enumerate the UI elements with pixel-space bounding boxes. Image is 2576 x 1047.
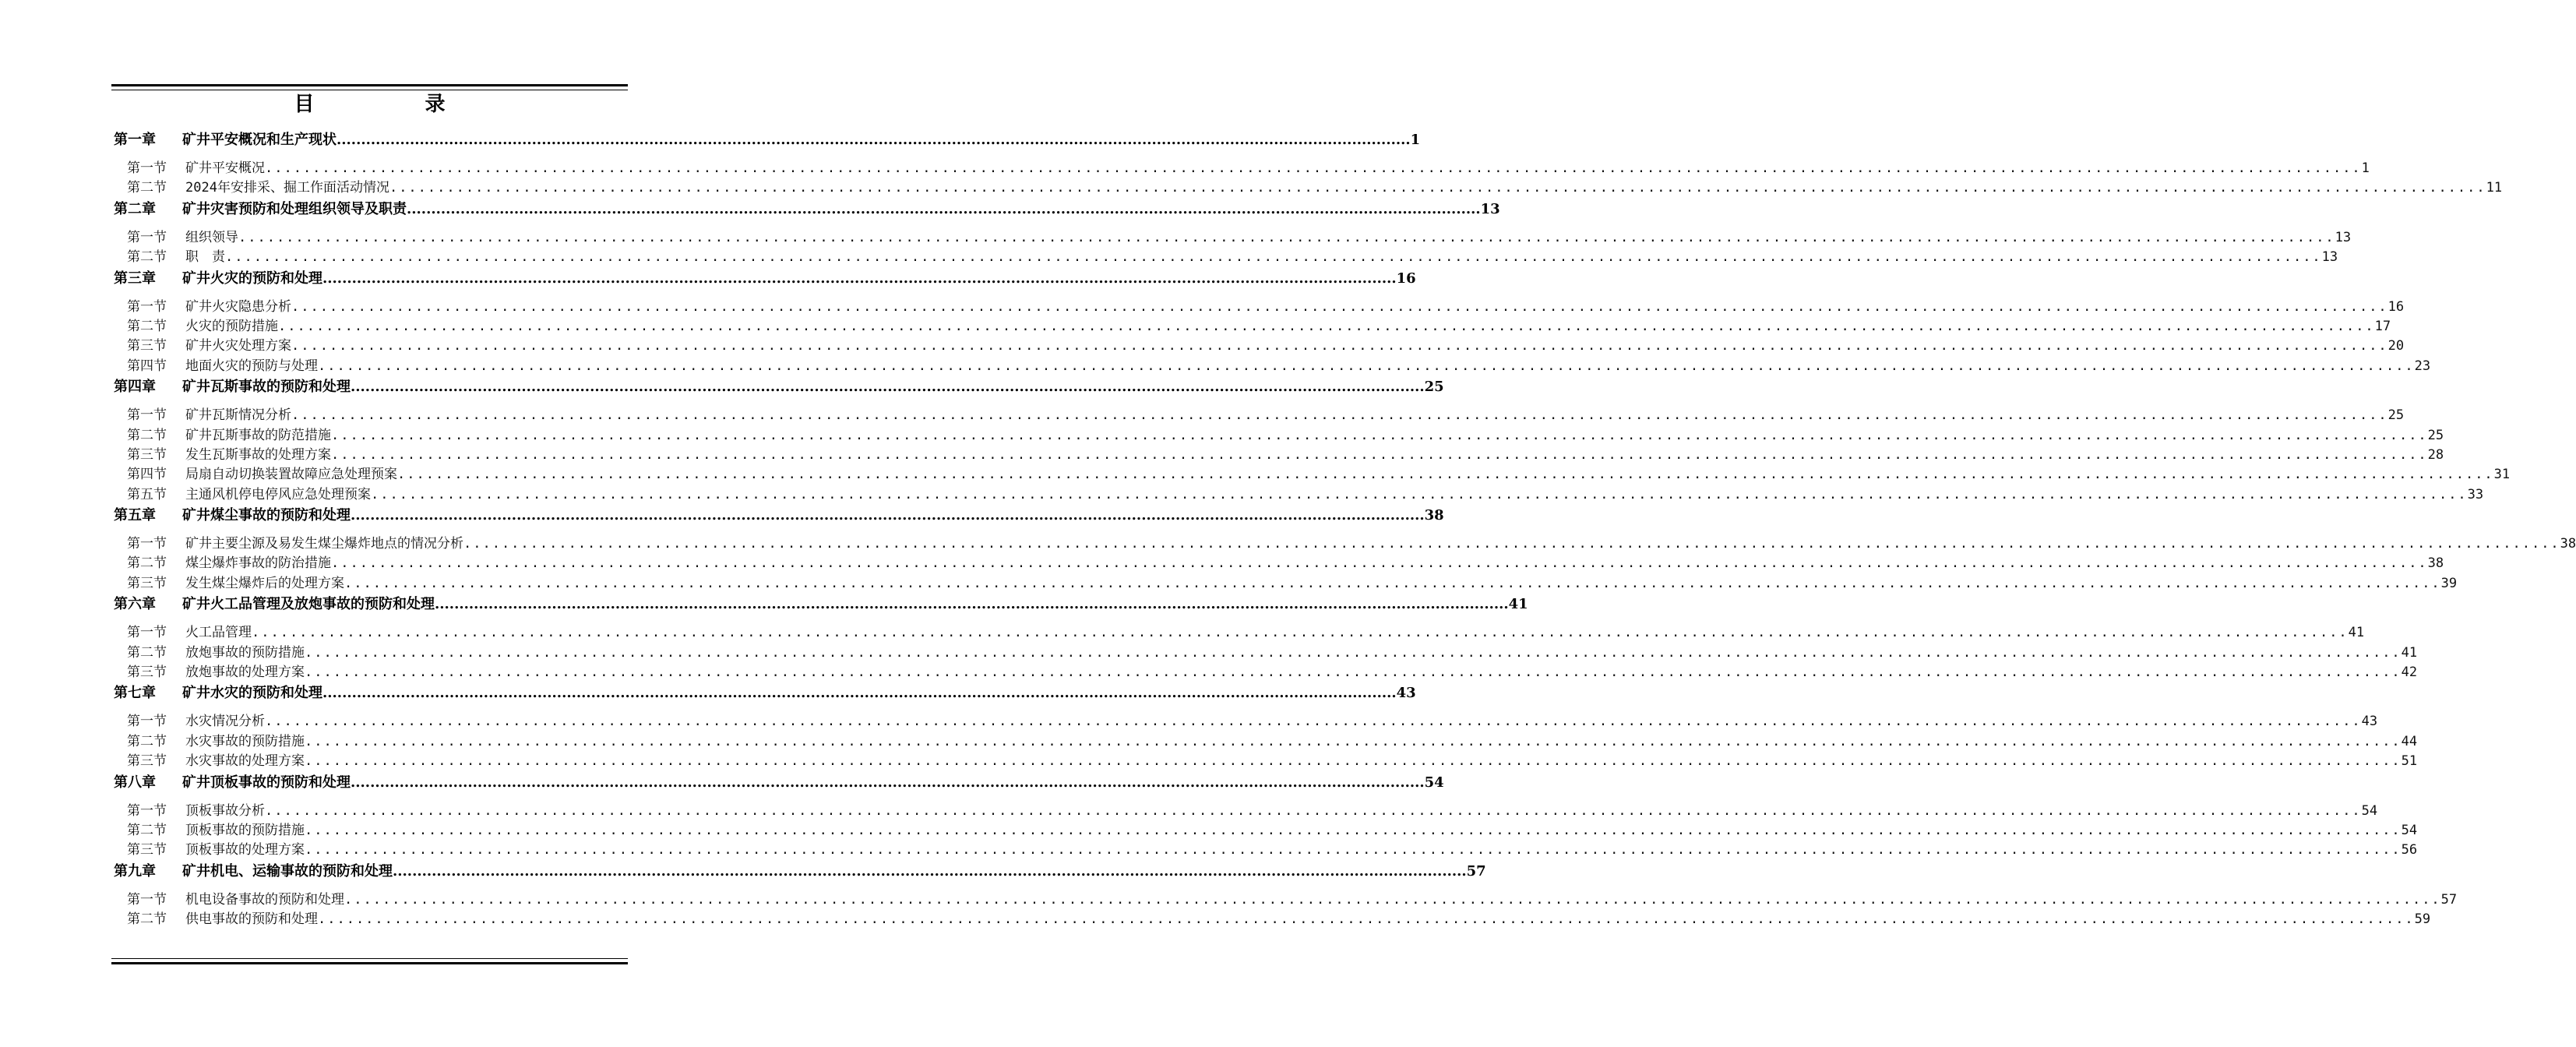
- chapter-label: 第六章: [114, 596, 156, 613]
- dot-leader: ............................................................................................................................................................................................................................: [305, 644, 2402, 661]
- section-label: 第一节: [127, 714, 167, 730]
- toc-chapter-entry[interactable]: [114, 772, 1444, 794]
- dot-leader: ............................................................................................................................................................................................................................: [397, 467, 2494, 483]
- toc-section-entry[interactable]: [114, 337, 2405, 356]
- chapter-title: 矿井灾害预防和处理组织领导及职责: [182, 200, 407, 217]
- dot-leader: ............................................................................................................................................................................................................................: [393, 862, 1467, 880]
- section-title: 供电事故的预防和处理: [185, 911, 318, 928]
- section-label: 第二节: [127, 644, 167, 661]
- toc-section-entry[interactable]: [114, 228, 2352, 248]
- page-number: 41: [2401, 644, 2418, 661]
- section-title: 局扇自动切换装置故障应急处理预案: [185, 467, 397, 483]
- dot-leader: ............................................................................................................................................................................................................................: [305, 733, 2402, 749]
- toc-chapter-entry[interactable]: [114, 505, 1444, 527]
- page-number: 1: [2361, 160, 2370, 176]
- dot-leader: ............................................................................................................................................................................................................................: [265, 802, 2362, 819]
- page-number: 42: [2401, 665, 2418, 681]
- toc-section-entry[interactable]: [114, 643, 2418, 663]
- page-number: 16: [2387, 298, 2405, 315]
- chapter-title: 矿井平安概况和生产现状: [182, 132, 337, 148]
- dot-leader: ............................................................................................................................................................................................................................: [389, 180, 2486, 196]
- dot-leader: ............................................................................................................................................................................................................................: [291, 407, 2388, 424]
- dot-leader: ............................................................................................................................................................................................................................: [305, 753, 2402, 770]
- dot-leader: ............................................................................................................................................................................................................................: [371, 486, 2468, 502]
- section-label: 第四节: [127, 467, 167, 483]
- chapter-title: 矿井瓦斯事故的预防和处理: [182, 379, 351, 396]
- dot-leader: ............................................................................................................................................................................................................................: [265, 714, 2362, 730]
- chapter-label: 第九章: [114, 862, 156, 880]
- dot-leader: ............................................................................................................................................................................................................................: [318, 911, 2415, 928]
- dot-leader: ............................................................................................................................................................................................................................: [351, 379, 1425, 396]
- page-number: 57: [2440, 891, 2458, 908]
- section-label: 第一节: [127, 802, 167, 819]
- section-title: 矿井瓦斯事故的防范措施: [185, 427, 331, 443]
- chapter-title: 矿井水灾的预防和处理: [182, 685, 322, 702]
- section-label: 第二节: [127, 911, 167, 928]
- dot-leader: ............................................................................................................................................................................................................................: [337, 132, 1411, 148]
- page-number: 25: [1424, 379, 1444, 396]
- section-label: 第二节: [127, 555, 167, 572]
- toc-section-entry[interactable]: [114, 248, 2338, 267]
- section-title: 组织领导: [185, 229, 238, 245]
- page-number: 54: [2361, 802, 2378, 819]
- section-title: 2024年安排采、掘工作面活动情况: [185, 180, 389, 196]
- section-title: 主通风机停电停风应急处理预案: [185, 486, 371, 502]
- page-number: 44: [2401, 733, 2418, 749]
- section-label: 第四节: [127, 358, 167, 374]
- toc-chapter-entry[interactable]: [114, 129, 1421, 151]
- toc-section-entry[interactable]: [114, 821, 2418, 841]
- section-title: 矿井主要尘源及易发生煤尘爆炸地点的情况分析: [185, 536, 463, 552]
- page-number: 38: [2427, 555, 2444, 572]
- dot-leader: ............................................................................................................................................................................................................................: [344, 575, 2441, 591]
- section-title: 顶板事故的处理方案: [185, 842, 305, 858]
- dot-leader: ............................................................................................................................................................................................................................: [351, 774, 1425, 791]
- section-title: 发生瓦斯事故的处理方案: [185, 446, 331, 463]
- page-number: 41: [1508, 596, 1528, 613]
- toc-chapter-entry[interactable]: [114, 268, 1416, 290]
- section-title: 矿井火灾处理方案: [185, 338, 291, 354]
- section-title: 放炮事故的预防措施: [185, 644, 305, 661]
- page-number: 41: [2348, 625, 2365, 641]
- toc-section-entry[interactable]: [114, 910, 2431, 929]
- page-number: 28: [2427, 446, 2444, 463]
- page-number: 16: [1396, 270, 1416, 287]
- section-title: 职 责: [185, 249, 225, 266]
- chapter-title: 矿井火工品管理及放炮事故的预防和处理: [182, 596, 435, 613]
- section-title: 放炮事故的处理方案: [185, 665, 305, 681]
- dot-leader: ............................................................................................................................................................................................................................: [278, 318, 2375, 334]
- toc-section-entry[interactable]: [114, 663, 2418, 682]
- toc-section-entry[interactable]: [114, 554, 2444, 573]
- toc-section-entry[interactable]: [114, 317, 2391, 337]
- dot-leader: ............................................................................................................................................................................................................................: [291, 338, 2388, 354]
- page-number: 17: [2374, 318, 2391, 334]
- toc-section-entry[interactable]: [114, 485, 2484, 505]
- page-number: 38: [2560, 536, 2576, 552]
- page-number: 1: [1410, 132, 1421, 148]
- page-number: 54: [1424, 774, 1444, 791]
- section-title: 水灾事故的预防措施: [185, 733, 305, 749]
- section-label: 第三节: [127, 665, 167, 681]
- dot-leader: ............................................................................................................................................................................................................................: [463, 536, 2560, 552]
- toc-section-entry[interactable]: [114, 841, 2418, 860]
- dot-leader: ............................................................................................................................................................................................................................: [331, 446, 2428, 463]
- page-number: 54: [2401, 822, 2418, 838]
- toc-section-entry[interactable]: [114, 752, 2418, 771]
- chapter-label: 第二章: [114, 200, 156, 217]
- page-number: 51: [2401, 753, 2418, 770]
- dot-leader: ............................................................................................................................................................................................................................: [265, 160, 2362, 176]
- section-label: 第二节: [127, 427, 167, 443]
- dot-leader: ............................................................................................................................................................................................................................: [435, 596, 1509, 613]
- dot-leader: ............................................................................................................................................................................................................................: [331, 427, 2428, 443]
- page-number: 39: [2440, 575, 2458, 591]
- section-label: 第二节: [127, 318, 167, 334]
- toc-chapter-entry[interactable]: [114, 376, 1444, 398]
- dot-leader: ............................................................................................................................................................................................................................: [291, 298, 2388, 315]
- section-label: 第二节: [127, 249, 167, 266]
- page-number: 11: [2486, 180, 2503, 196]
- page-number: 25: [2427, 427, 2444, 443]
- toc-section-entry[interactable]: [114, 574, 2458, 594]
- toc-section-entry[interactable]: [114, 178, 2503, 198]
- section-label: 第一节: [127, 160, 167, 176]
- chapter-title: 矿井机电、运输事故的预防和处理: [182, 862, 393, 880]
- dot-leader: ............................................................................................................................................................................................................................: [322, 685, 1397, 702]
- section-title: 水灾情况分析: [185, 714, 265, 730]
- toc-section-entry[interactable]: [114, 426, 2444, 446]
- dot-leader: ............................................................................................................................................................................................................................: [331, 555, 2428, 572]
- section-title: 矿井瓦斯情况分析: [185, 407, 291, 424]
- section-label: 第二节: [127, 180, 167, 196]
- toc-section-entry[interactable]: [114, 623, 2365, 643]
- chapter-label: 第七章: [114, 685, 156, 702]
- section-label: 第一节: [127, 229, 167, 245]
- dot-leader: ............................................................................................................................................................................................................................: [318, 358, 2415, 374]
- toc-section-entry[interactable]: [114, 890, 2458, 910]
- chapter-title: 矿井火灾的预防和处理: [182, 270, 322, 287]
- chapter-title: 矿井煤尘事故的预防和处理: [182, 507, 351, 524]
- page-number: 13: [1480, 200, 1500, 217]
- chapter-label: 第三章: [114, 270, 156, 287]
- dot-leader: ............................................................................................................................................................................................................................: [305, 842, 2402, 858]
- page-number: 38: [1424, 507, 1444, 524]
- section-title: 地面火灾的预防与处理: [185, 358, 318, 374]
- toc-chapter-entry[interactable]: [114, 199, 1500, 220]
- section-title: 机电设备事故的预防和处理: [185, 891, 344, 908]
- page-number: 57: [1466, 862, 1486, 880]
- bottom-double-rule: [111, 958, 628, 964]
- dot-leader: ............................................................................................................................................................................................................................: [344, 891, 2441, 908]
- table-of-contents: [114, 129, 2576, 930]
- toc-section-entry[interactable]: [114, 298, 2405, 317]
- section-label: 第三节: [127, 446, 167, 463]
- dot-leader: ............................................................................................................................................................................................................................: [225, 249, 2322, 266]
- section-label: 第三节: [127, 842, 167, 858]
- toc-section-entry[interactable]: [114, 446, 2444, 465]
- dot-leader: ............................................................................................................................................................................................................................: [238, 229, 2335, 245]
- toc-chapter-entry[interactable]: [114, 682, 1416, 704]
- section-title: 煤尘爆炸事故的防治措施: [185, 555, 331, 572]
- page-number: 33: [2467, 486, 2484, 502]
- page-number: 13: [2321, 249, 2338, 266]
- dot-leader: ............................................................................................................................................................................................................................: [322, 270, 1397, 287]
- page-number: 31: [2493, 467, 2511, 483]
- toc-section-entry[interactable]: [114, 534, 2576, 554]
- chapter-title: 矿井顶板事故的预防和处理: [182, 774, 351, 791]
- section-label: 第一节: [127, 536, 167, 552]
- page-number: 23: [2414, 358, 2431, 374]
- section-label: 第二节: [127, 822, 167, 838]
- dot-leader: ............................................................................................................................................................................................................................: [351, 507, 1425, 524]
- chapter-label: 第一章: [114, 132, 156, 148]
- toc-section-entry[interactable]: [114, 357, 2431, 376]
- toc-section-entry[interactable]: [114, 732, 2418, 752]
- section-title: 矿井平安概况: [185, 160, 265, 176]
- section-label: 第三节: [127, 575, 167, 591]
- section-label: 第二节: [127, 733, 167, 749]
- toc-section-entry[interactable]: [114, 465, 2511, 485]
- section-title: 水灾事故的处理方案: [185, 753, 305, 770]
- page-number: 13: [2335, 229, 2352, 245]
- section-label: 第五节: [127, 486, 167, 502]
- chapter-label: 第四章: [114, 379, 156, 396]
- section-label: 第一节: [127, 891, 167, 908]
- section-title: 火工品管理: [185, 625, 252, 641]
- page-number: 25: [2387, 407, 2405, 424]
- section-label: 第一节: [127, 298, 167, 315]
- page-number: 56: [2401, 842, 2418, 858]
- section-label: 第一节: [127, 407, 167, 424]
- chapter-label: 第八章: [114, 774, 156, 791]
- toc-section-entry[interactable]: [114, 802, 2378, 821]
- page-number: 20: [2387, 338, 2405, 354]
- page-number: 43: [2361, 714, 2378, 730]
- dot-leader: ............................................................................................................................................................................................................................: [252, 625, 2349, 641]
- section-label: 第三节: [127, 753, 167, 770]
- toc-section-entry[interactable]: [114, 406, 2405, 425]
- section-title: 顶板事故分析: [185, 802, 265, 819]
- chapter-label: 第五章: [114, 507, 156, 524]
- toc-chapter-entry[interactable]: [114, 861, 1486, 883]
- toc-chapter-entry[interactable]: [114, 594, 1528, 615]
- toc-section-entry[interactable]: [114, 159, 2370, 178]
- section-title: 顶板事故的预防措施: [185, 822, 305, 838]
- dot-leader: ............................................................................................................................................................................................................................: [407, 200, 1481, 217]
- section-title: 矿井火灾隐患分析: [185, 298, 291, 315]
- section-title: 发生煤尘爆炸后的处理方案: [185, 575, 344, 591]
- section-title: 火灾的预防措施: [185, 318, 278, 334]
- section-label: 第三节: [127, 338, 167, 354]
- toc-section-entry[interactable]: [114, 712, 2378, 731]
- dot-leader: ............................................................................................................................................................................................................................: [305, 822, 2402, 838]
- page-number: 59: [2414, 911, 2431, 928]
- section-label: 第一节: [127, 625, 167, 641]
- page-title: 目 录: [294, 93, 491, 116]
- dot-leader: ............................................................................................................................................................................................................................: [305, 665, 2402, 681]
- page-number: 43: [1396, 685, 1416, 702]
